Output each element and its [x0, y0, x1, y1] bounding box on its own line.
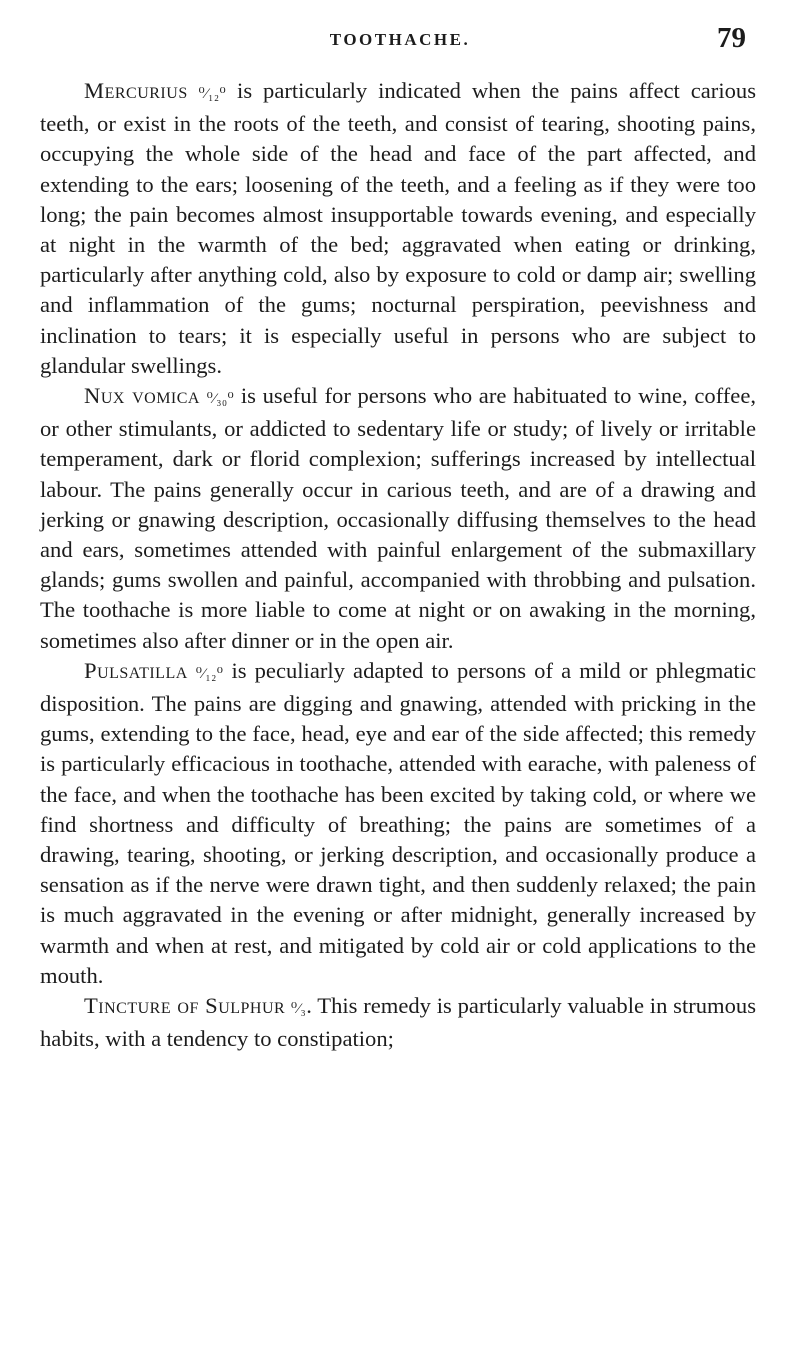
remedy-name: Tincture of Sulphur: [84, 993, 286, 1019]
paragraph-text: . This remedy is particularly valuable in strumous habits, with a tendency to constipation;: [40, 993, 756, 1052]
body-text: [40, 76, 756, 1055]
remedy-name: Nux vomica: [84, 383, 200, 409]
paragraph-pulsatilla: [40, 656, 756, 991]
paragraph-mercurius: [40, 76, 756, 381]
remedy-name: Mercurius: [84, 78, 188, 103]
potency-mark: ⁰⁄₁₂⁰: [195, 665, 224, 682]
remedy-name: Pulsatilla: [84, 657, 188, 683]
running-head: TOOTHACHE.: [329, 30, 471, 49]
paragraph-tincture-of-sulphur: [40, 991, 756, 1054]
paragraph-text: is particularly indicated when the pains affect carious teeth, or exist in the roots of the teeth, and consist of tearing, shooting pains, occupying the whole side of the head and face of the part affected, and extending to the ears; loosening of the teeth, and a feeling as if they were too long; the pain becomes almost insupportable towards evening, and especially at night in the warmth of the bed; aggravated when eating or drinking, particularly after anything cold, also by exposure to cold or damp air; swelling and inflammation of the gums; nocturnal perspiration, peevishness and inclination to tears; it is especially useful in persons who are subject to glandular swellings.: [40, 78, 756, 378]
paragraph-text: is useful for persons who are habituated to wine, coffee, or other stimulants, or addicted to sedentary life or study; of lively or irritable temperament, dark or florid complexion; sufferings increased by intellectual labour. The pains generally occur in carious teeth, and are of a drawing and jerking or gnawing description, occasionally diffusing themselves to the head and ears, sometimes attended with painful enlargement of the submaxillary glands; gums swollen and painful, accompanied with throbbing and pulsation. The toothache is more liable to come at night or on awaking in the morning, sometimes also after dinner or in the open air.: [40, 383, 756, 653]
page-number: 79: [717, 22, 746, 54]
potency-mark: ⁰⁄₁₂⁰: [198, 86, 227, 102]
paragraph-nux-vomica: [40, 381, 756, 656]
potency-mark: ⁰⁄₃: [291, 1001, 307, 1018]
paragraph-text: is peculiarly adapted to persons of a mild or phlegmatic disposition. The pains are digging and gnawing, attended with pricking in the gums, extending to the face, head, eye and ear of the side affected; this remedy is particularly efficacious in toothache, attended with earache, with paleness of the face, and when the toothache has been excited by taking cold, or where we find shortness and difficulty of breathing; the pains are sometimes of a drawing, tearing, shooting, or jerking description, and occasionally produce a sensation as if the nerve were drawn tight, and then suddenly relaxed; the pain is much aggravated in the evening or after midnight, generally increased by warmth and when at rest, and mitigated by cold air or cold applications to the mouth.: [40, 657, 756, 988]
potency-mark: ⁰⁄₃₀⁰: [206, 391, 235, 408]
page-header: [0, 22, 800, 62]
